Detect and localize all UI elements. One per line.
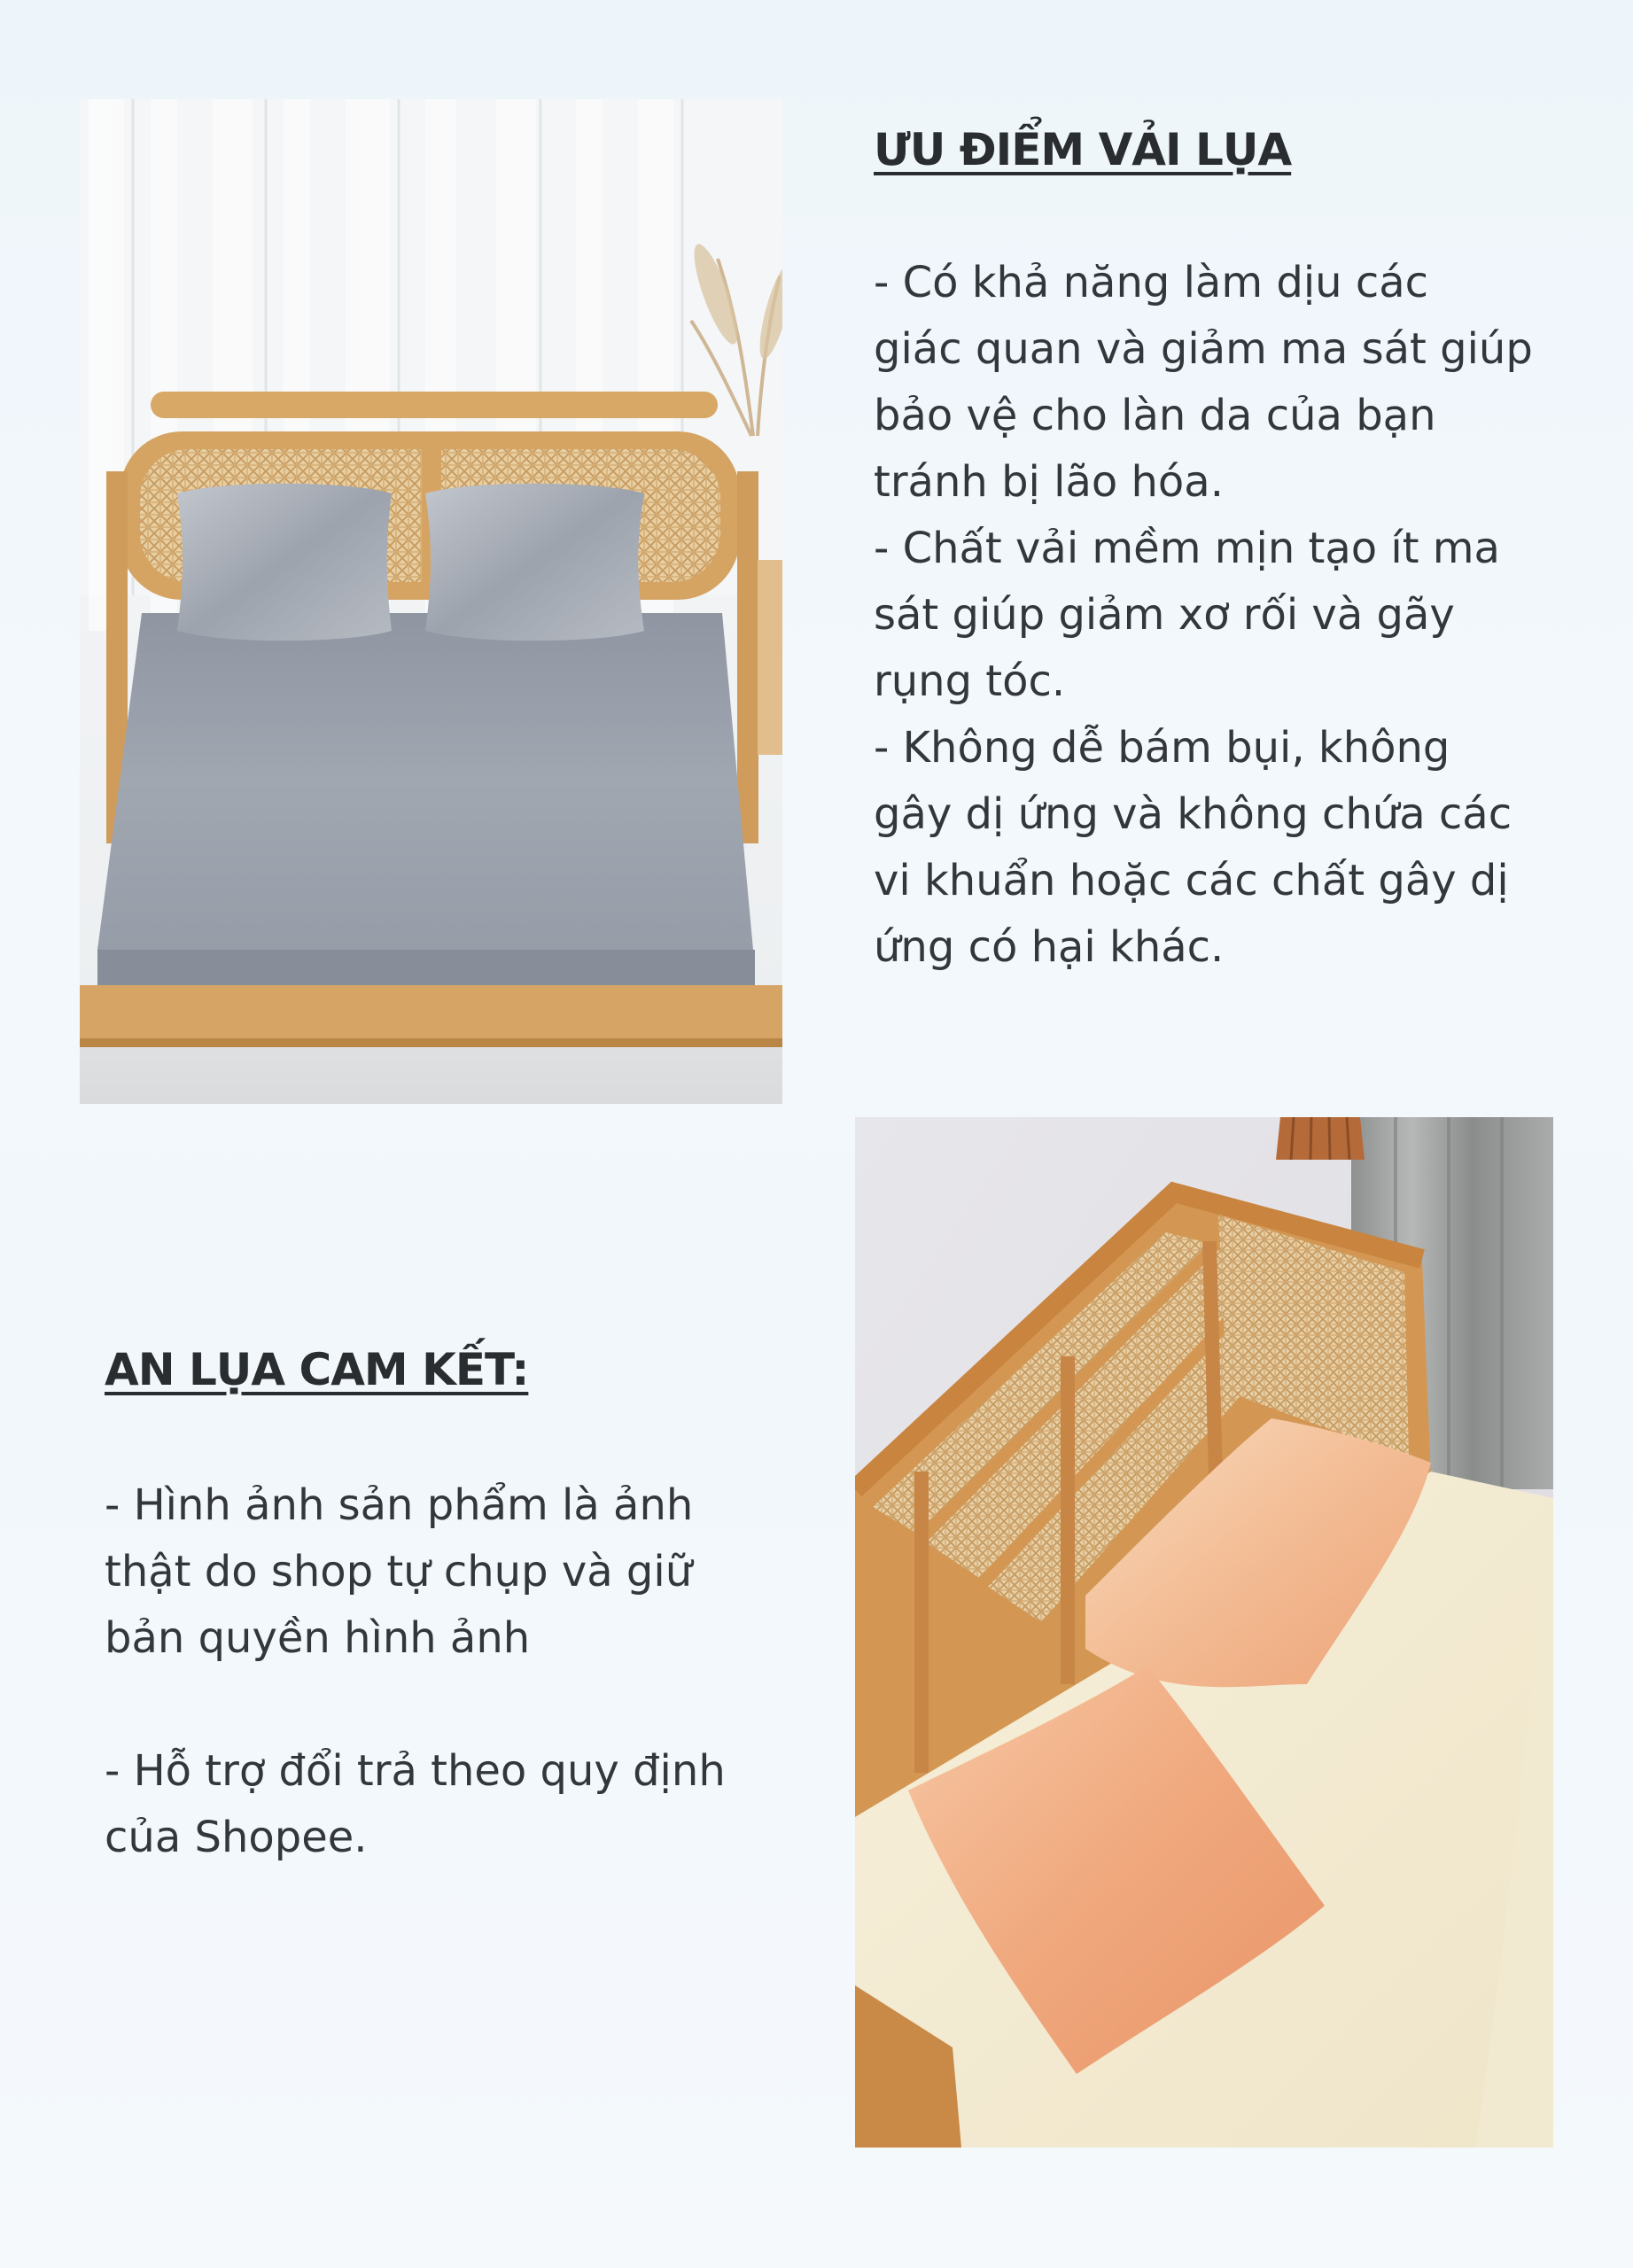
benefits-line: - Chất vải mềm mịn tạo ít ma [874, 524, 1500, 573]
grey-silk-bed-photo [80, 99, 782, 1104]
commitment-list [105, 1472, 805, 1871]
benefits-line: ứng có hại khác. [874, 922, 1225, 972]
benefits-line: - Không dễ bám bụi, không [874, 723, 1450, 773]
peach-silk-bed-photo [855, 1117, 1553, 2148]
benefits-list [874, 250, 1574, 981]
commitment-line: của Shopee. [105, 1813, 368, 1862]
commitment-line: thật do shop tự chụp và giữ [105, 1547, 693, 1596]
commitment-title: AN LỤA CAM KẾT: [105, 1344, 529, 1395]
benefits-line: giác quan và giảm ma sát giúp [874, 324, 1533, 374]
benefits-line: vi khuẩn hoặc các chất gây dị [874, 856, 1509, 905]
benefits-line: bảo vệ cho làn da của bạn [874, 391, 1436, 440]
commitment-line: bản quyền hình ảnh [105, 1613, 531, 1663]
benefits-title: ƯU ĐIỂM VẢI LỤA [874, 124, 1292, 175]
paragraph-gap [105, 1672, 805, 1738]
benefits-line: - Có khả năng làm dịu các [874, 258, 1429, 307]
benefits-line: tránh bị lão hóa. [874, 457, 1224, 507]
benefits-line: gây dị ứng và không chứa các [874, 789, 1512, 839]
commitment-line: - Hỗ trợ đổi trả theo quy định [105, 1746, 726, 1796]
commitment-line: - Hình ảnh sản phẩm là ảnh [105, 1480, 694, 1530]
benefits-line: rụng tóc. [874, 656, 1066, 706]
benefits-line: sát giúp giảm xơ rối và gãy [874, 590, 1455, 640]
